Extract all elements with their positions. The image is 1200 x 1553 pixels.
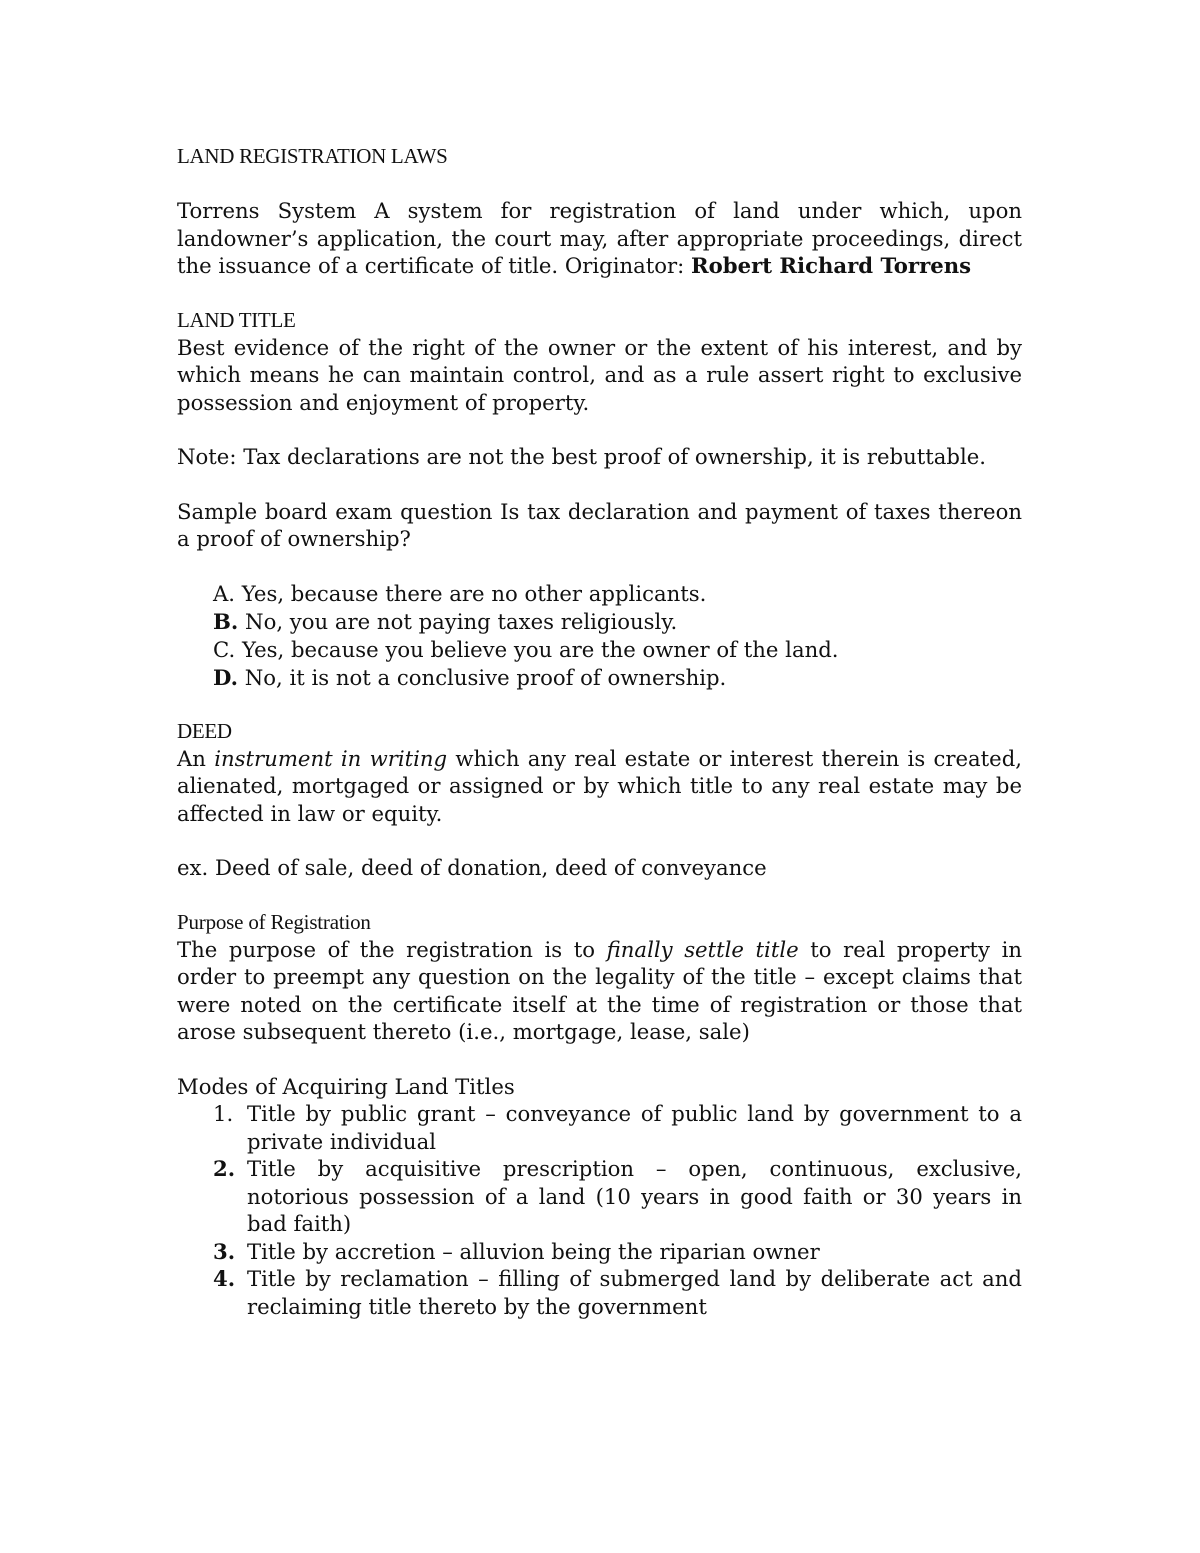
mode-item <box>177 1265 1022 1320</box>
purpose-pre: The purpose of the registration is to <box>177 936 607 962</box>
purpose-italic: finally settle title <box>606 936 799 962</box>
mode-text: Title by reclamation – filling of submerged land by deliberate act and reclaiming title thereto by the government <box>247 1266 1022 1319</box>
choice-item <box>213 636 1022 664</box>
land-title-body: Best evidence of the right of the owner or the extent of his interest, and by which means he can maintain control, and as a rule assert right to exclusive possession and enjoyment of property. <box>177 334 1022 415</box>
land-title-heading: LAND TITLE <box>177 307 296 332</box>
mode-number: 2. <box>213 1156 236 1181</box>
deed-body <box>177 745 1022 828</box>
purpose-body <box>177 936 1022 1046</box>
choice-text: Yes, because there are no other applicants. <box>235 580 707 606</box>
choice-text: No, you are not paying taxes religiously. <box>238 608 678 634</box>
deed-pre: An <box>177 745 215 771</box>
choice-letter: B. <box>213 608 239 634</box>
torrens-paragraph <box>177 197 1022 280</box>
deed-heading: DEED <box>177 718 232 743</box>
purpose-heading: Purpose of Registration <box>177 909 371 934</box>
mode-number: 3. <box>213 1238 236 1264</box>
choice-item <box>213 580 1022 608</box>
choice-item <box>213 664 1022 692</box>
torrens-originator: Robert Richard Torrens <box>691 253 972 278</box>
choice-letter: A. <box>213 580 236 606</box>
mode-text: Title by public grant – conveyance of public land by government to a private individual <box>247 1101 1022 1154</box>
choice-letter: D. <box>213 664 238 690</box>
document-title: LAND REGISTRATION LAWS <box>177 144 448 168</box>
mode-text: Title by acquisitive prescription – open, continuous, exclusive, notorious possession of a land (10 years in good faith or 30 years in bad faith) <box>247 1156 1022 1236</box>
choice-text: Yes, because you believe you are the owner of the land. <box>235 636 839 662</box>
choice-list <box>177 580 1022 692</box>
mode-item <box>177 1238 1022 1266</box>
deed-examples: ex. Deed of sale, deed of donation, deed of conveyance <box>177 855 767 880</box>
choice-item <box>213 608 1022 636</box>
torrens-text: Torrens System A system for registration of land under which, upon landowner’s application, the court may, after appropriate proceedings, direct the issuance of a certificate of title. Originator: <box>177 198 1022 278</box>
modes-list <box>177 1100 1022 1320</box>
mode-number: 1. <box>213 1101 234 1126</box>
mode-number: 4. <box>213 1266 236 1291</box>
choice-letter: C. <box>213 636 236 662</box>
mode-text: Title by accretion – alluvion being the riparian owner <box>247 1238 820 1264</box>
note-paragraph: Note: Tax declarations are not the best proof of ownership, it is rebuttable. <box>177 444 987 469</box>
modes-heading: Modes of Acquiring Land Titles <box>177 1073 515 1099</box>
purpose-post: to real property in order to preempt any question on the legality of the title – except claims that were noted on the certificate itself at the time of registration or those that arose subsequent thereto (i.e., mortgage, lease, sale) <box>177 936 1023 1044</box>
sample-question: Sample board exam question Is tax declaration and payment of taxes thereon a proof of ownership? <box>177 498 1022 551</box>
deed-italic: instrument in writing <box>214 745 448 771</box>
deed-post: which any real estate or interest therein is created, alienated, mortgaged or assigned or by which title to any real estate may be affected in law or equity. <box>177 745 1022 826</box>
mode-item <box>177 1155 1022 1238</box>
mode-item <box>177 1100 1022 1155</box>
choice-text: No, it is not a conclusive proof of ownership. <box>238 664 727 690</box>
